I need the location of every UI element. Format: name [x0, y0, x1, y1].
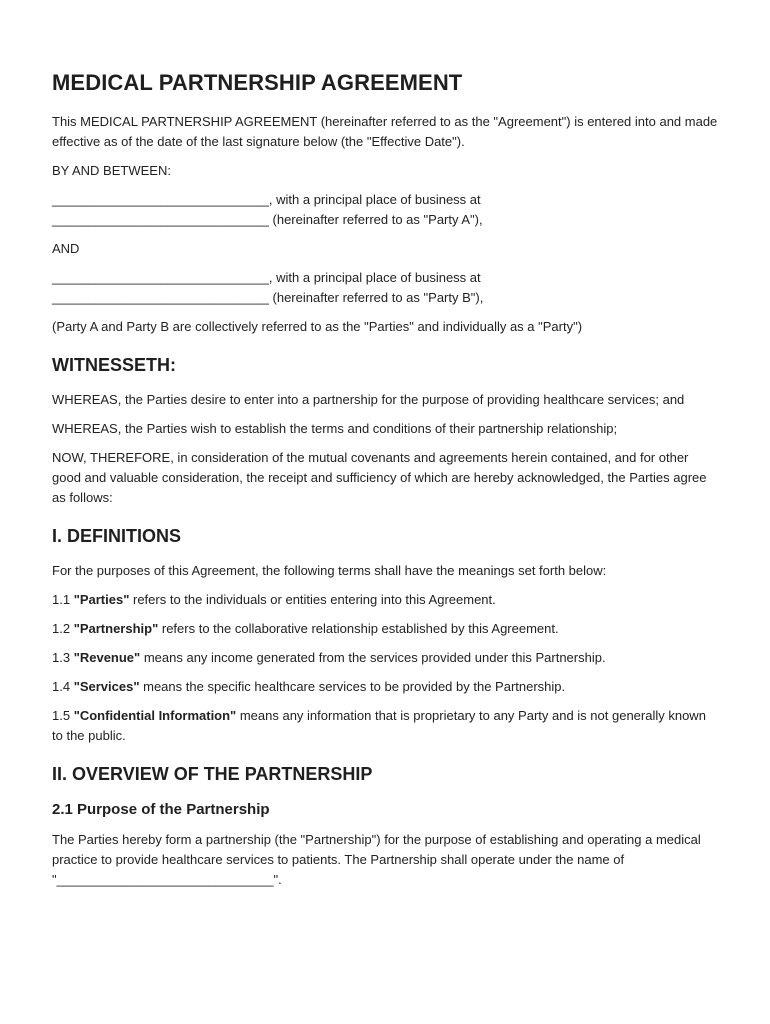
definition-number: 1.2	[52, 621, 74, 636]
definition-text: means any income generated from the services provided under this Partnership.	[140, 650, 606, 665]
party-b-line-1: ______________________________, with a principal place of business at	[52, 270, 481, 285]
whereas-2: WHEREAS, the Parties wish to establish the terms and conditions of their partnership relationship;	[52, 421, 618, 436]
collective-note: (Party A and Party B are collectively referred to as the "Parties" and individually as a "Party")	[52, 319, 583, 334]
by-and-between-label: BY AND BETWEEN:	[52, 163, 171, 178]
definition-number: 1.4	[52, 679, 74, 694]
party-b-line-2: ______________________________ (hereinafter referred to as "Party B"),	[52, 290, 484, 305]
purpose-subheading: 2.1 Purpose of the Partnership	[52, 801, 270, 818]
definition-text: refers to the individuals or entities entering into this Agreement.	[129, 592, 496, 607]
definition-item	[52, 677, 718, 697]
definition-number: 1.3	[52, 650, 74, 665]
whereas-1: WHEREAS, the Parties desire to enter into a partnership for the purpose of providing healthcare services; and	[52, 392, 685, 407]
document-title: MEDICAL PARTNERSHIP AGREEMENT	[52, 70, 463, 95]
overview-heading: II. OVERVIEW OF THE PARTNERSHIP	[52, 764, 373, 784]
definition-item	[52, 619, 718, 639]
definition-item	[52, 590, 718, 610]
definition-number: 1.5	[52, 708, 74, 723]
definition-number: 1.1	[52, 592, 74, 607]
now-therefore: NOW, THEREFORE, in consideration of the mutual covenants and agreements herein contained, and for other good and valuable consideration, the receipt and sufficiency of which are hereby acknowledged, the Parties agree as follows:	[52, 450, 707, 505]
definition-item	[52, 706, 718, 746]
definition-term: "Parties"	[73, 592, 130, 607]
definition-text: refers to the collaborative relationship established by this Agreement.	[158, 621, 559, 636]
definition-text: means any information that is proprietary to any Party and is not generally known to the public.	[52, 708, 706, 743]
definition-term: "Revenue"	[73, 650, 141, 665]
and-label: AND	[52, 241, 80, 256]
definition-term: "Confidential Information"	[73, 708, 237, 723]
party-a-line-1: ______________________________, with a principal place of business at	[52, 192, 481, 207]
definitions-intro: For the purposes of this Agreement, the following terms shall have the meanings set forth below:	[52, 563, 607, 578]
definition-term: "Partnership"	[73, 621, 159, 636]
definition-text: means the specific healthcare services to be provided by the Partnership.	[139, 679, 566, 694]
purpose-paragraph: The Parties hereby form a partnership (the "Partnership") for the purpose of establishing and operating a medical practice to provide healthcare services to patients. The Partnership shall operate under the name of "______________________________".	[52, 832, 701, 887]
definitions-heading: I. DEFINITIONS	[52, 526, 182, 546]
intro-paragraph: This MEDICAL PARTNERSHIP AGREEMENT (hereinafter referred to as the "Agreement") is entered into and made effective as of the date of the last signature below (the "Effective Date").	[52, 114, 718, 149]
party-a-line-2: ______________________________ (hereinafter referred to as "Party A"),	[52, 212, 483, 227]
witnesseth-heading: WITNESSETH:	[52, 355, 176, 375]
definition-term: "Services"	[73, 679, 140, 694]
party-b-block	[52, 268, 718, 308]
party-a-block	[52, 190, 718, 230]
definition-item	[52, 648, 718, 668]
